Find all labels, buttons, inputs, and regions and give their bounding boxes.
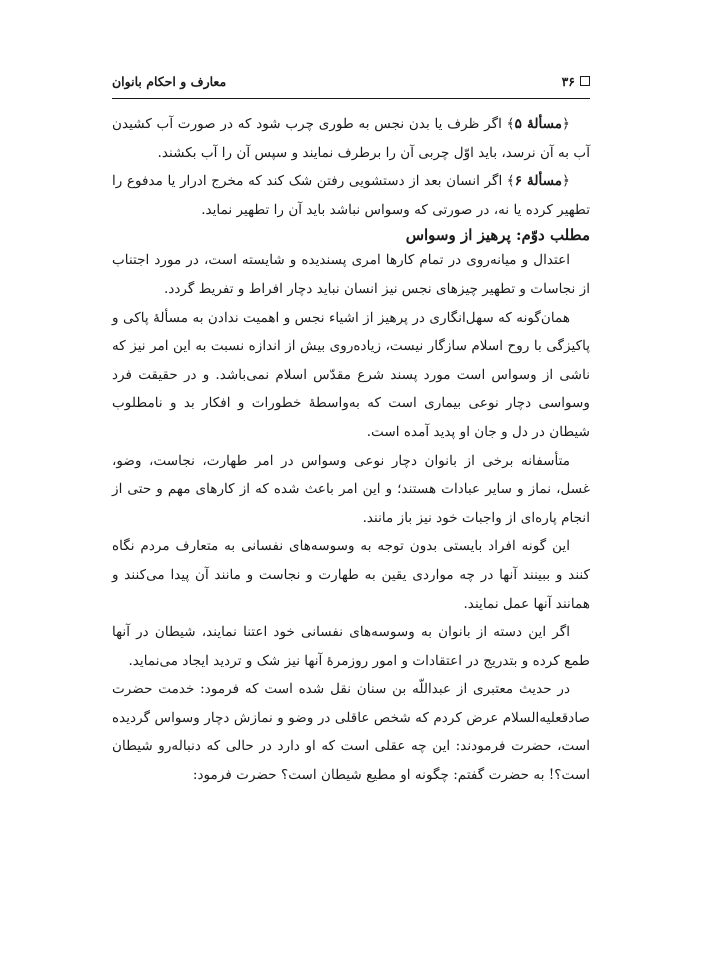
masaleh-5-text: اگر ظرف یا بدن نجس به طوری چرب شود که در صورت آب کشیدن آب به آن نرسد، باید اوّل چربی آن را برطرف نمایند و سپس آن را آب بکشند. — [112, 116, 590, 161]
page-header — [112, 68, 590, 94]
page-number-group — [562, 74, 590, 89]
paragraph: در حدیث معتبری از عبداللّه بن سنان نقل شده است که فرمود: خدمت حضرت صادقعليه‌السلام عرض کردم که شخص عاقلی در وضو و نمازش دچار وسواس گردیده است، حضرت فرمودند: این چه عقلی است که او دارد در حالی که دنباله‌رو شیطان است؟! به حضرت گفتم: چگونه او مطیع شیطان است؟ حضرت فرمود: — [112, 681, 590, 784]
masaleh-5-label: مسألهٔ ۵ — [514, 116, 563, 132]
running-title: معارف و احکام بانوان — [112, 73, 227, 89]
paragraph: اگر این دسته از بانوان به وسوسه‌های نفسانی خود اعتنا نمایند، شیطان در آنها طمع کرده و بتدریج در اعتقادات و امور روزمرهٔ آنها نیز شک و تردید ایجاد می‌نماید. — [112, 624, 590, 669]
page-number: ۳۶ — [561, 73, 575, 89]
paragraph: همان‌گونه که سهل‌انگاری در پرهیز از اشیاء نجس و اهمیت ندادن به مسألهٔ پاکی و پاکیزگی با روح اسلام سازگار نیست، زیاده‌روی بیش از اندازه نسبت به این امر نیز که ناشی از وسواس است مورد پسند شرع مقدّس اسلام نمی‌باشد. و در حقیقت فرد وسواسی دچار نوعی بیماری است که به‌واسطهٔ خطورات و افکار بد و نامطلوب شیطان در دل و جان او پدید آمده است. — [112, 309, 590, 440]
masaleh-6: ﴿مسألهٔ ۶﴾ اگر انسان بعد از دستشویی رفتن شک کند که مخرج ادرار یا مدفوع را تطهیر کرده یا نه، در صورتی که وسواس نباشد باید آن را تطهیر نماید. — [112, 173, 590, 218]
section-title: مطلب دوّم: پرهیز از وسواس — [405, 226, 590, 245]
paragraph: این گونه افراد بایستی بدون توجه به وسوسه‌های نفسانی به متعارف مردم نگاه کنند و ببینند آنها در چه مواردی یقین به طهارت و نجاست و مانند آن پیدا می‌کنند و همانند آنها عمل نمایند. — [112, 538, 590, 612]
page-body — [112, 110, 590, 790]
paragraph: اعتدال و میانه‌روی در تمام کارها امری پسندیده و شایسته است، در مورد اجتناب از نجاسات و تطهیر چیزهای نجس نیز انسان نباید دچار افراط و تفریط گردد. — [112, 252, 590, 297]
square-icon — [580, 76, 590, 86]
paragraph: متأسفانه برخی از بانوان دچار نوعی وسواس در امر طهارت، نجاست، وضو، غسل، نماز و سایر عبادات هستند؛ و این امر باعث شده که از کارهای مهم و حتی از انجام پاره‌ای از واجبات خود نیز باز مانند. — [112, 452, 590, 526]
masaleh-6-text: اگر انسان بعد از دستشویی رفتن شک کند که مخرج ادرار یا مدفوع را تطهیر کرده یا نه، در صورتی که وسواس نباشد باید آن را تطهیر نماید. — [112, 173, 590, 218]
masaleh-5: ﴿مسألهٔ ۵﴾ اگر ظرف یا بدن نجس به طوری چرب شود که در صورت آب کشیدن آب به آن نرسد، باید اوّل چربی آن را برطرف نمایند و سپس آن را آب بکشند. — [112, 116, 590, 161]
header-rule — [112, 98, 590, 99]
masaleh-6-label: مسألهٔ ۶ — [514, 173, 563, 190]
